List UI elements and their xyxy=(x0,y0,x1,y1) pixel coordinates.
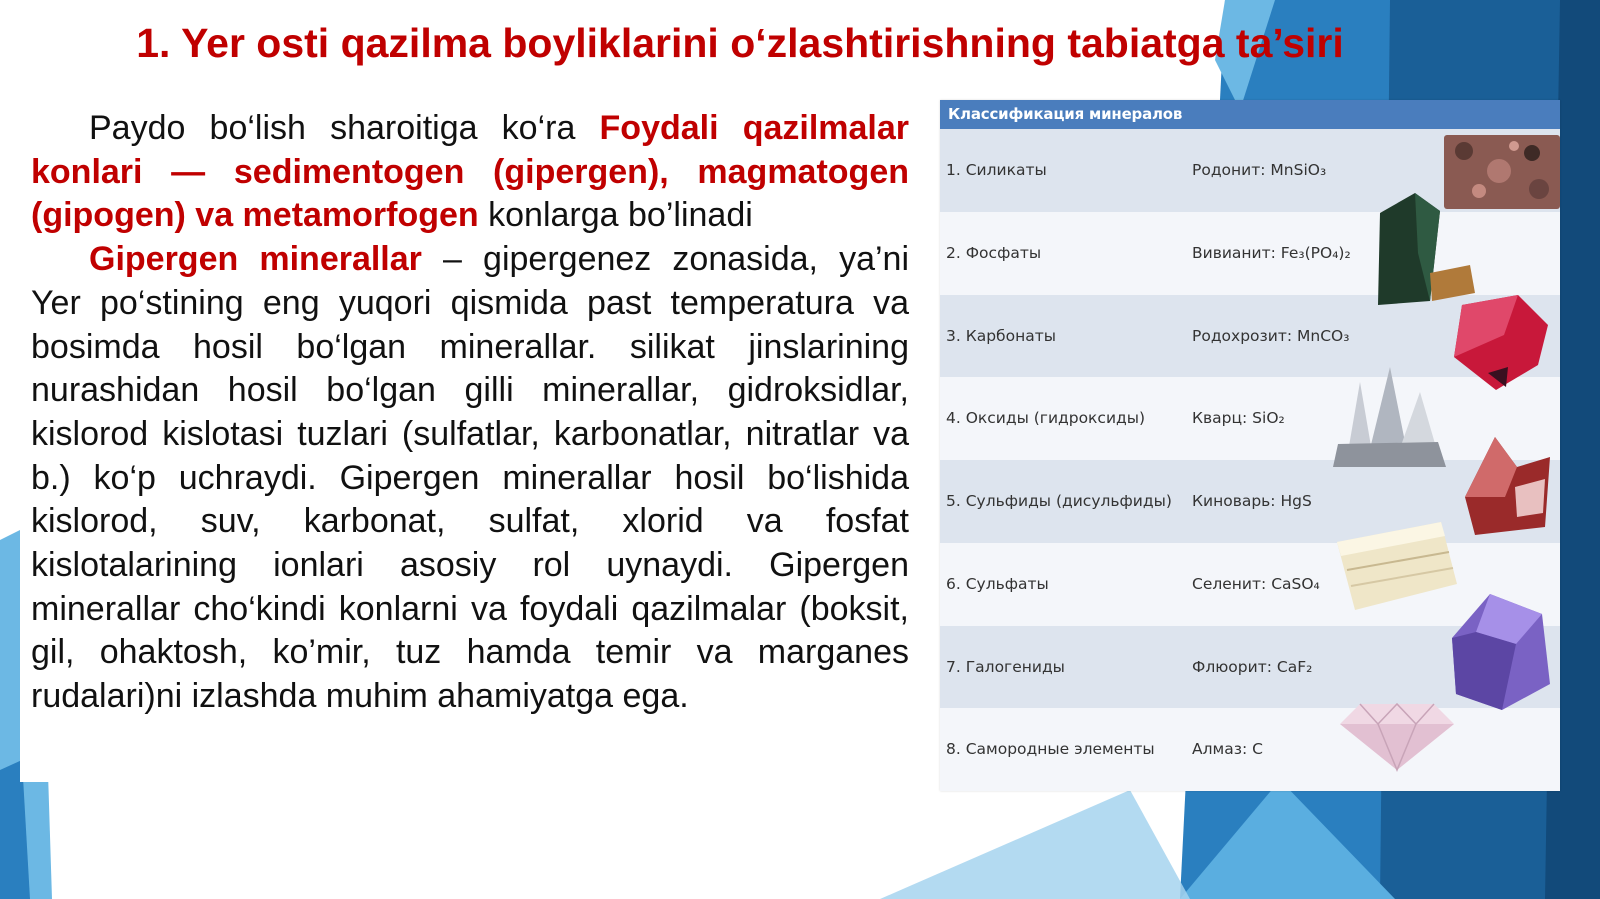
paragraph-deposit-types xyxy=(31,107,909,238)
class-label: 5. Сульфиды (дисульфиды) xyxy=(946,492,1172,510)
deposit-types-highlight: Foydali qazilmalar konlari — sedimentogen (gipergen), magmatogen (gipogen) va metamorfogen xyxy=(31,109,909,235)
rhodochrosite-crystal-icon xyxy=(1448,295,1552,390)
mineral-formula: Родонит: MnSiO₃ xyxy=(1192,161,1327,179)
hypergene-minerals-description: – gipergenez zonasida, ya’ni Yer po‘stining eng yuqori qismida past temperatura va bosimda hosil bo‘lgan minerallar. silikat jinslarining nurashidan hosil bo‘lgan gilli minerallar, gidroksidlar, kislorod kislotasi tuzlari (sulfatlar, karbonatlar, nitratlar va b.) ko‘p uchraydi. Gipergen minerallar hosil bo‘lishida kislorod, suv, karbonat, sulfat, xlorid va fosfat kislotalarining ionlari asosiy rol uynaydi. Gipergen minerallar cho‘kindi konlarni va foydali qazilmalar (boksit, gil, ohaktosh, ko’mir, tuz hamda temir va marganes rudalari)ni izlashda muhim ahamiyatga ega. xyxy=(31,240,909,716)
table-header: Классификация минералов xyxy=(940,100,1560,129)
mineral-formula: Киноварь: HgS xyxy=(1192,492,1312,510)
class-label: 3. Карбонаты xyxy=(946,326,1056,345)
quartz-cluster-icon xyxy=(1328,362,1452,472)
table-row-native-elements xyxy=(940,708,1560,791)
class-label: 1. Силикаты xyxy=(946,161,1047,179)
cinnabar-crystal-icon xyxy=(1455,427,1555,539)
paragraph-intro: Paydo bo‘lish sharoitiga ko‘ra xyxy=(89,109,600,147)
hypergene-minerals-term: Gipergen minerallar xyxy=(89,240,422,279)
fluorite-crystal-icon xyxy=(1446,588,1554,712)
body-text xyxy=(31,107,909,719)
mineral-formula: Алмаз: C xyxy=(1192,740,1263,759)
class-label: 2. Фосфаты xyxy=(946,243,1042,262)
class-label: 4. Оксиды (гидроксиды) xyxy=(946,409,1146,428)
class-label: 7. Галогениды xyxy=(946,657,1065,676)
class-label: 6. Сульфаты xyxy=(946,574,1049,593)
mineral-formula: Флюорит: CaF₂ xyxy=(1192,657,1313,676)
class-label: 8. Самородные элементы xyxy=(946,740,1155,759)
mineral-formula: Вивианит: Fe₃(PO₄)₂ xyxy=(1192,243,1351,262)
mineral-classification-table xyxy=(940,100,1560,791)
mineral-formula: Селенит: CaSO₄ xyxy=(1192,574,1320,593)
paragraph-outro: konlarga bo’linadi xyxy=(478,196,753,235)
selenite-block-icon xyxy=(1333,520,1459,614)
vivianite-crystal-icon xyxy=(1370,193,1480,308)
slide-title: 1. Yer osti qazilma boyliklarini o‘zlashtirishning tabiatga ta’siri xyxy=(136,20,1344,66)
diamond-icon xyxy=(1338,700,1456,772)
mineral-formula: Кварц: SiO₂ xyxy=(1192,409,1285,428)
paragraph-hypergene-minerals xyxy=(31,238,909,719)
mineral-formula: Родохрозит: MnCO₃ xyxy=(1192,326,1350,345)
